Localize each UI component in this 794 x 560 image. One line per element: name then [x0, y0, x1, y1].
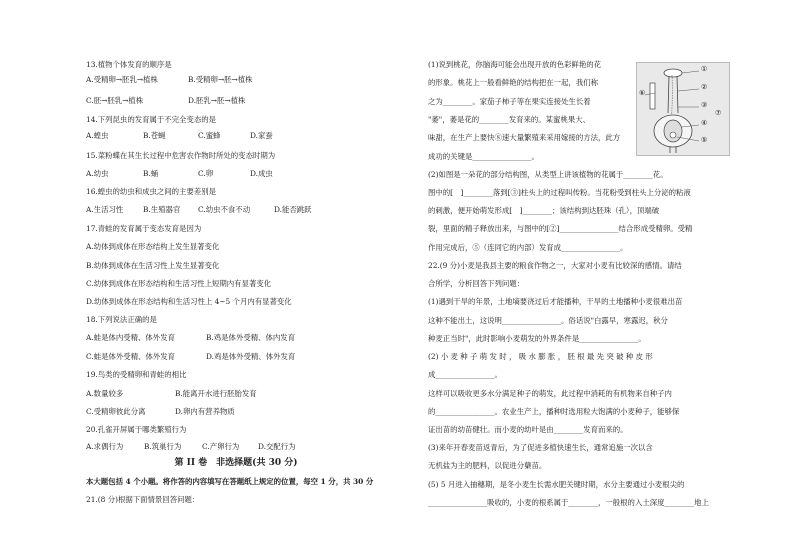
q17-opt-a: A.幼体到成体在形态结构上发生显著变化: [86, 242, 220, 251]
q19-opt-b: B.能离开水进行胚胎发育: [175, 389, 257, 398]
q15-opt-a: A.幼虫: [86, 169, 109, 178]
q16-opt-d: D.能否跳跃: [274, 205, 312, 214]
q19-opt-a: A.数量较多: [86, 389, 124, 398]
q20-opt-a: A.求偶行为: [86, 442, 124, 451]
q19-stem: 19.鸟类的受精卵和青蛙的相比: [86, 370, 187, 379]
q21-2-line2: 图中的[ ]________落到[③]柱头上的过程叫传粉。当花粉受到柱头上分泌的粘液: [428, 188, 691, 197]
q15-opt-d: D.成虫: [250, 169, 273, 178]
q13-opt-d: D.胚乳→胚→植株: [188, 96, 246, 105]
q13-options-row1: [86, 75, 253, 85]
q16-opt-b: B.生殖器官: [143, 205, 181, 214]
q21-2-line5: 作用完成后，⑤（连同它的内部）发育成________________。: [428, 243, 628, 252]
q17-opt-c: C.幼体到成体在形态结构和生活习性上短期内有显著变化: [86, 279, 272, 288]
q21-2-line4: 裂，里面的精子释放出来，与图中的[②]________________结合形成受精卵。受精: [428, 224, 693, 233]
q19-options-row1: [86, 389, 257, 399]
q19-options-row2: [86, 407, 235, 417]
q16-opt-a: A.生活习性: [86, 205, 124, 214]
q16-stem: 16.蝗虫的幼虫和成虫之间的主要差别是: [86, 187, 217, 196]
q14-options: [86, 131, 273, 141]
q21-stem: 21.(8 分)根据下面情景回答问题：: [86, 495, 200, 504]
q15-options: [86, 169, 273, 179]
q14-opt-a: A.蝗虫: [86, 131, 109, 140]
q13-opt-b: B.受精卵→胚→植株: [188, 75, 253, 84]
diagram-label-7: ⑦: [715, 109, 722, 117]
diagram-label-4: ④: [701, 119, 708, 127]
q13-stem: 13.植物个体发育的顺序是: [86, 60, 172, 69]
q13-opt-c: C.胚→胚乳→植株: [86, 96, 144, 105]
diagram-label-2: ②: [701, 83, 708, 91]
q13-opt-a: A.受精卵→胚乳→植株: [86, 75, 158, 84]
diagram-label-6: ⑥: [639, 89, 646, 97]
q19-opt-c: C.受精卵彼此分离: [86, 407, 146, 416]
q22-3-line1: (3)来年开春麦苗返青后，为了促进多植快速生长，通常追施一次以含: [428, 443, 653, 452]
q18-opt-b: B.鸡是体外受精、体内发育: [206, 333, 296, 342]
q15-stem: 15.菜粉蝶在其生长过程中危害农作物时所处的变态时期为: [86, 151, 276, 160]
q16-options: [86, 205, 312, 215]
q18-stem: 18.下列说法正确的是: [86, 315, 157, 324]
q22-5-line1: (5) 5 月进入抽穗期，是冬小麦生长需水肥关键时期，水分主要通过小麦根尖的: [428, 480, 685, 489]
q22-stem-line2: 合所学，分析回答下列问题：: [428, 279, 525, 288]
q20-opt-d: D.交配行为: [258, 442, 296, 451]
q22-1-line3: 种麦正当时"，此时影响小麦萌发的外界条件是________________。: [428, 334, 646, 343]
q22-1-line2: 这种不能出土，这说明________________。俗话说"白露早，寒露迟，秋分: [428, 316, 668, 325]
q14-opt-c: C.蜜蜂: [198, 131, 221, 140]
q22-5-line2: ________________吸收的，小麦的根系属于________，一般根的入土深度________地上: [428, 498, 709, 507]
q22-3-line2: 无机盐为主的肥料，以促进分蘖苗。: [428, 461, 547, 470]
q17-opt-d: D.幼体到成体在形态结构和生活习性上 4~5 个月内有显著变化: [86, 297, 292, 306]
q21-1-line5: 味甜，在生产上要快⑧速大量繁殖来采用嫁接的方法，此方: [428, 133, 621, 142]
diagram-label-1: ①: [701, 65, 708, 73]
q18-opt-c: C.蛙是体外受精、体外发育: [86, 352, 176, 361]
q15-opt-b: B.蛹: [143, 169, 159, 178]
q21-1-line2: 的形象。桃花上一般看鲜艳的结构把在一起，我们称: [428, 78, 598, 87]
diagram-label-3: ③: [701, 101, 708, 109]
q14-opt-d: D.家蚕: [250, 131, 273, 140]
q21-1-line6: 成功的关键是________________。: [428, 152, 539, 161]
section-description: 本大题包括 4 个小题。将作答的内容填写在答题纸上规定的位置，每空 1 分，共 30 分: [86, 477, 374, 486]
q20-options: [86, 442, 296, 452]
q21-1-line1: (1)说到桃花，你脑海可能会出现开放的色彩鲜艳的花: [428, 60, 602, 69]
q22-2-line1: (2) 小 麦 种 子 萌 发 时 ， 吸 水 膨 胀 ， 胚 根 最 先 突 破 种 皮 形: [428, 352, 653, 361]
q22-1-line1: (1)遇到干旱的年景，土地墒要浇过后才能播种，干旱的土地播种小麦很难出苗: [428, 297, 683, 306]
q14-opt-b: B.苍蝇: [143, 131, 166, 140]
q22-2-line4: 的________________。农业生产上，播种时选用粒大饱满的小麦种子，能够保: [428, 407, 680, 416]
q20-opt-b: B.筑巢行为: [144, 442, 182, 451]
q18-opt-d: D.鸡是体外受精、体外发育: [206, 352, 296, 361]
q22-2-line2: 成________________。: [428, 370, 502, 379]
q22-2-line5: 证出苗的幼苗健壮。而小麦的幼叶是由________发育而来的。: [428, 425, 628, 434]
q16-opt-c: C.幼虫不食不动: [198, 205, 251, 214]
section-title: 第 II 卷 非选择题(共 30 分): [174, 458, 298, 468]
q14-stem: 14.下列昆虫的发育属于不完全变态的是: [86, 115, 217, 124]
q18-options-row1: [86, 333, 295, 343]
q21-1-line3: 之为________。家茄子柿子等在果实连接处生长着: [428, 97, 591, 106]
q22-2-line3: 这样可以吸收更多水分满足种子的萌发，此过程中消耗的有机物来自种子内: [428, 389, 672, 398]
q15-opt-c: C.卵: [198, 169, 214, 178]
q13-options-row2: [86, 96, 245, 106]
flower-structure-diagram: [636, 62, 730, 156]
q21-2-line3: 的刺激，便开始萌发形成[ ]________；该结构到达胚珠（孔），顶端破: [428, 206, 660, 215]
q18-opt-a: A.蛙是体内受精、体外发育: [86, 333, 175, 342]
q17-opt-b: B.幼体到成体在生活习性上发生显著变化: [86, 261, 220, 270]
q18-options-row2: [86, 352, 295, 362]
diagram-label-5: ⑤: [701, 136, 708, 144]
q20-opt-c: C.产卵行为: [202, 442, 240, 451]
q20-stem: 20.孔雀开屏属于哪类繁殖行为: [86, 425, 187, 434]
q17-stem: 17.青蛙的发育属于变态发育是因为: [86, 224, 202, 233]
q19-opt-d: D.卵内有营养物质: [175, 407, 235, 416]
q22-stem-line1: 22.(9 分)小麦是我县主要的粮食作物之一，大家对小麦有比较深的感情。请结: [428, 261, 682, 270]
q21-2-line1: (2)如图是一朵花的部分结构图，从类型上讲该植物的花属于________花。: [428, 170, 668, 179]
q21-1-line4: "萎"，萎是花的________发育来的。某蜜桃果大、: [428, 115, 591, 124]
